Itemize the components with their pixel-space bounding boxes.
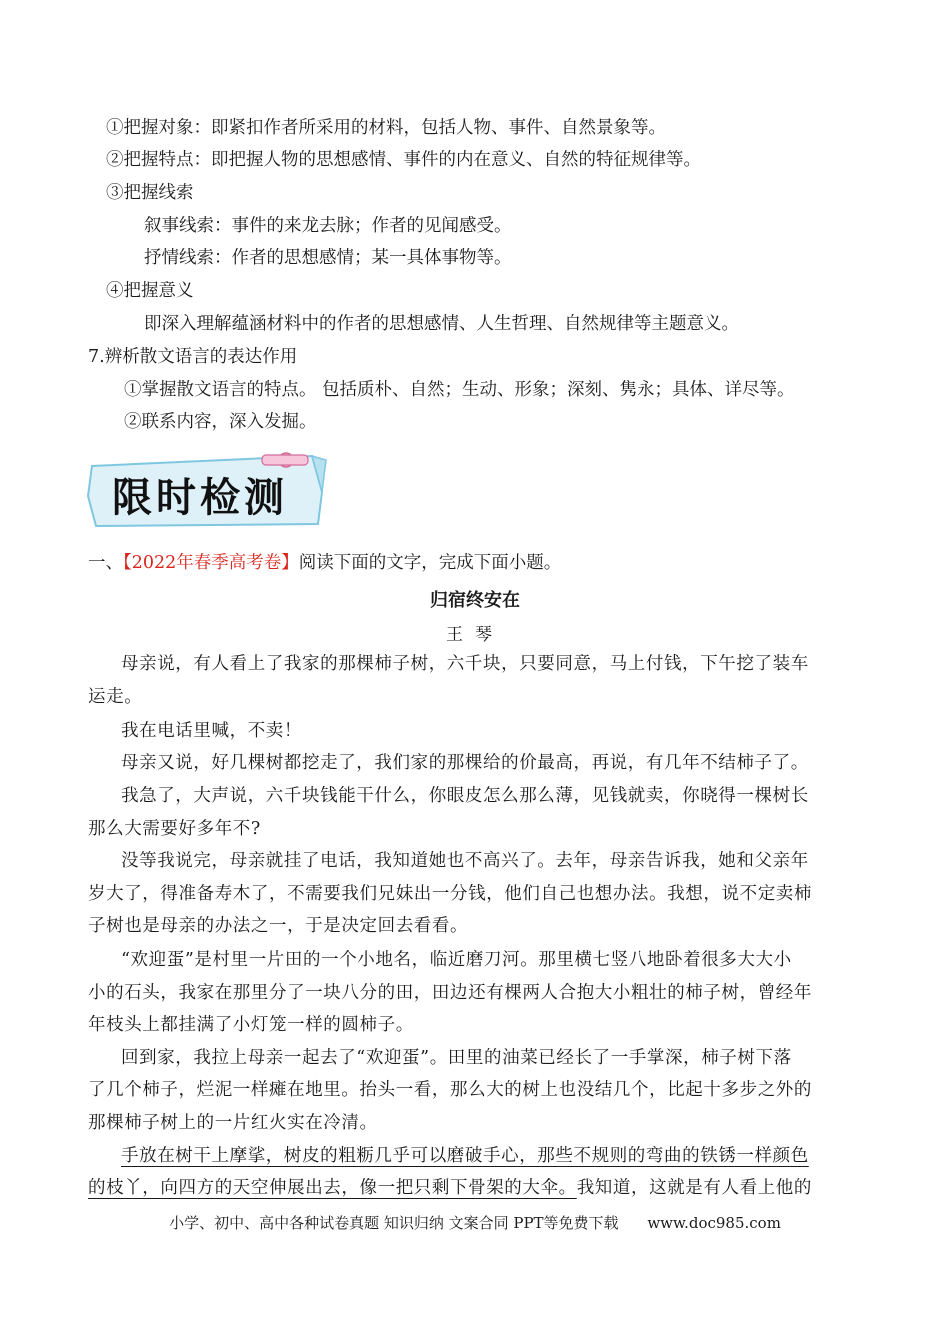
question-source: 【2022年春季高考卷】 (123, 553, 299, 573)
footer-text: 小学、初中、高中各种试卷真题 知识归纳 文案合同 PPT等免费下载 (169, 1214, 619, 1232)
question-prefix: 一、 (88, 553, 123, 573)
meaning-desc-line: 即深入理解蕴涵材料中的作者的思想感情、人生哲理、自然规律等主题意义。 (144, 314, 739, 334)
grasp-meaning-line: ④把握意义 (106, 281, 194, 301)
time-limited-test-banner (86, 452, 330, 530)
question-heading (88, 551, 561, 575)
item7-point1: ①掌握散文语言的特点。 包括质朴、自然；生动、形象；深刻、隽永；具体、详尽等。 (124, 380, 795, 400)
item7-heading: 7.辨析散文语言的表达作用 (88, 347, 298, 367)
grasp-clues-line: ③把握线索 (106, 183, 194, 203)
article-line: 母亲说，有人看上了我家的那棵柿子树，六千块，只要同意，马上付钱，下午挖了装车 (121, 654, 809, 674)
article-title: 归宿终安在 (430, 590, 520, 611)
article-underlined-fragment: 的枝丫，向四方的天空伸展出去，像一把只剩下骨架的大伞。 (88, 1178, 577, 1198)
article-line: 子树也是母亲的办法之一，于是决定回去看看。 (88, 916, 469, 936)
grasp-features-line: ②把握特点：即把握人物的思想感情、事件的内在意义、自然的特征规律等。 (106, 150, 701, 170)
article-line: 运走。 (88, 687, 143, 707)
article-line: 那么大需要好多年不? (88, 819, 261, 839)
article-line: 小的石头，我家在那里分了一块八分的田，田边还有棵两人合抱大小粗壮的柿子树，曾经年 (88, 983, 812, 1003)
article-author: 王琴 (446, 625, 504, 645)
article-line: 那棵柿子树上的一片红火实在冷清。 (88, 1113, 378, 1133)
grasp-object-line: ①把握对象：即紧扣作者所采用的材料，包括人物、事件、自然景象等。 (106, 118, 666, 138)
footer-url[interactable]: www.doc985.com (647, 1214, 781, 1232)
article-line: 我急了，大声说，六千块钱能干什么，你眼皮怎么那么薄，见钱就卖，你晓得一棵树长 (121, 786, 809, 806)
article-line: “欢迎蛋”是村里一片田的一个小地名，临近磨刀河。那里横七竖八地卧着很多大大小 (121, 950, 792, 970)
lyric-clue-line: 抒情线索：作者的思想感情；某一具体事物等。 (144, 248, 512, 268)
article-line: 年枝头上都挂满了小灯笼一样的圆柿子。 (88, 1015, 414, 1035)
article-line: 岁大了，得准备寿木了，不需要我们兄妹出一分钱，他们自己也想办法。我想，说不定卖柿 (88, 884, 812, 904)
page-footer (0, 1212, 950, 1233)
article-line: 我在电话里喊，不卖！ (121, 721, 302, 741)
article-line-underlined: 手放在树干上摩挲，树皮的粗粝几乎可以磨破手心，那些不规则的弯曲的铁锈一样颜色 (121, 1146, 809, 1166)
banner-title: 限时检测 (112, 475, 288, 521)
article-line: 回到家，我拉上母亲一起去了“欢迎蛋”。田里的油菜已经长了一手掌深，柿子树下落 (121, 1048, 792, 1068)
item7-point2: ②联系内容，深入发掘。 (124, 412, 317, 432)
article-line: 没等我说完，母亲就挂了电话，我知道她也不高兴了。去年，母亲告诉我，她和父亲年 (121, 851, 809, 871)
article-line: 母亲又说，好几棵树都挖走了，我们家的那棵给的价最高，再说，有几年不结柿子了。 (121, 753, 809, 773)
question-instruction: 阅读下面的文字，完成下面小题。 (298, 553, 562, 573)
article-line: 了几个柿子，烂泥一样瘫在地里。抬头一看，那么大的树上也没结几个，比起十多步之外的 (88, 1080, 812, 1100)
article-fragment: 我知道，这就是有人看上他的 (576, 1178, 813, 1198)
article-line (88, 1176, 812, 1200)
narrative-clue-line: 叙事线索：事件的来龙去脉；作者的见闻感受。 (144, 216, 512, 236)
